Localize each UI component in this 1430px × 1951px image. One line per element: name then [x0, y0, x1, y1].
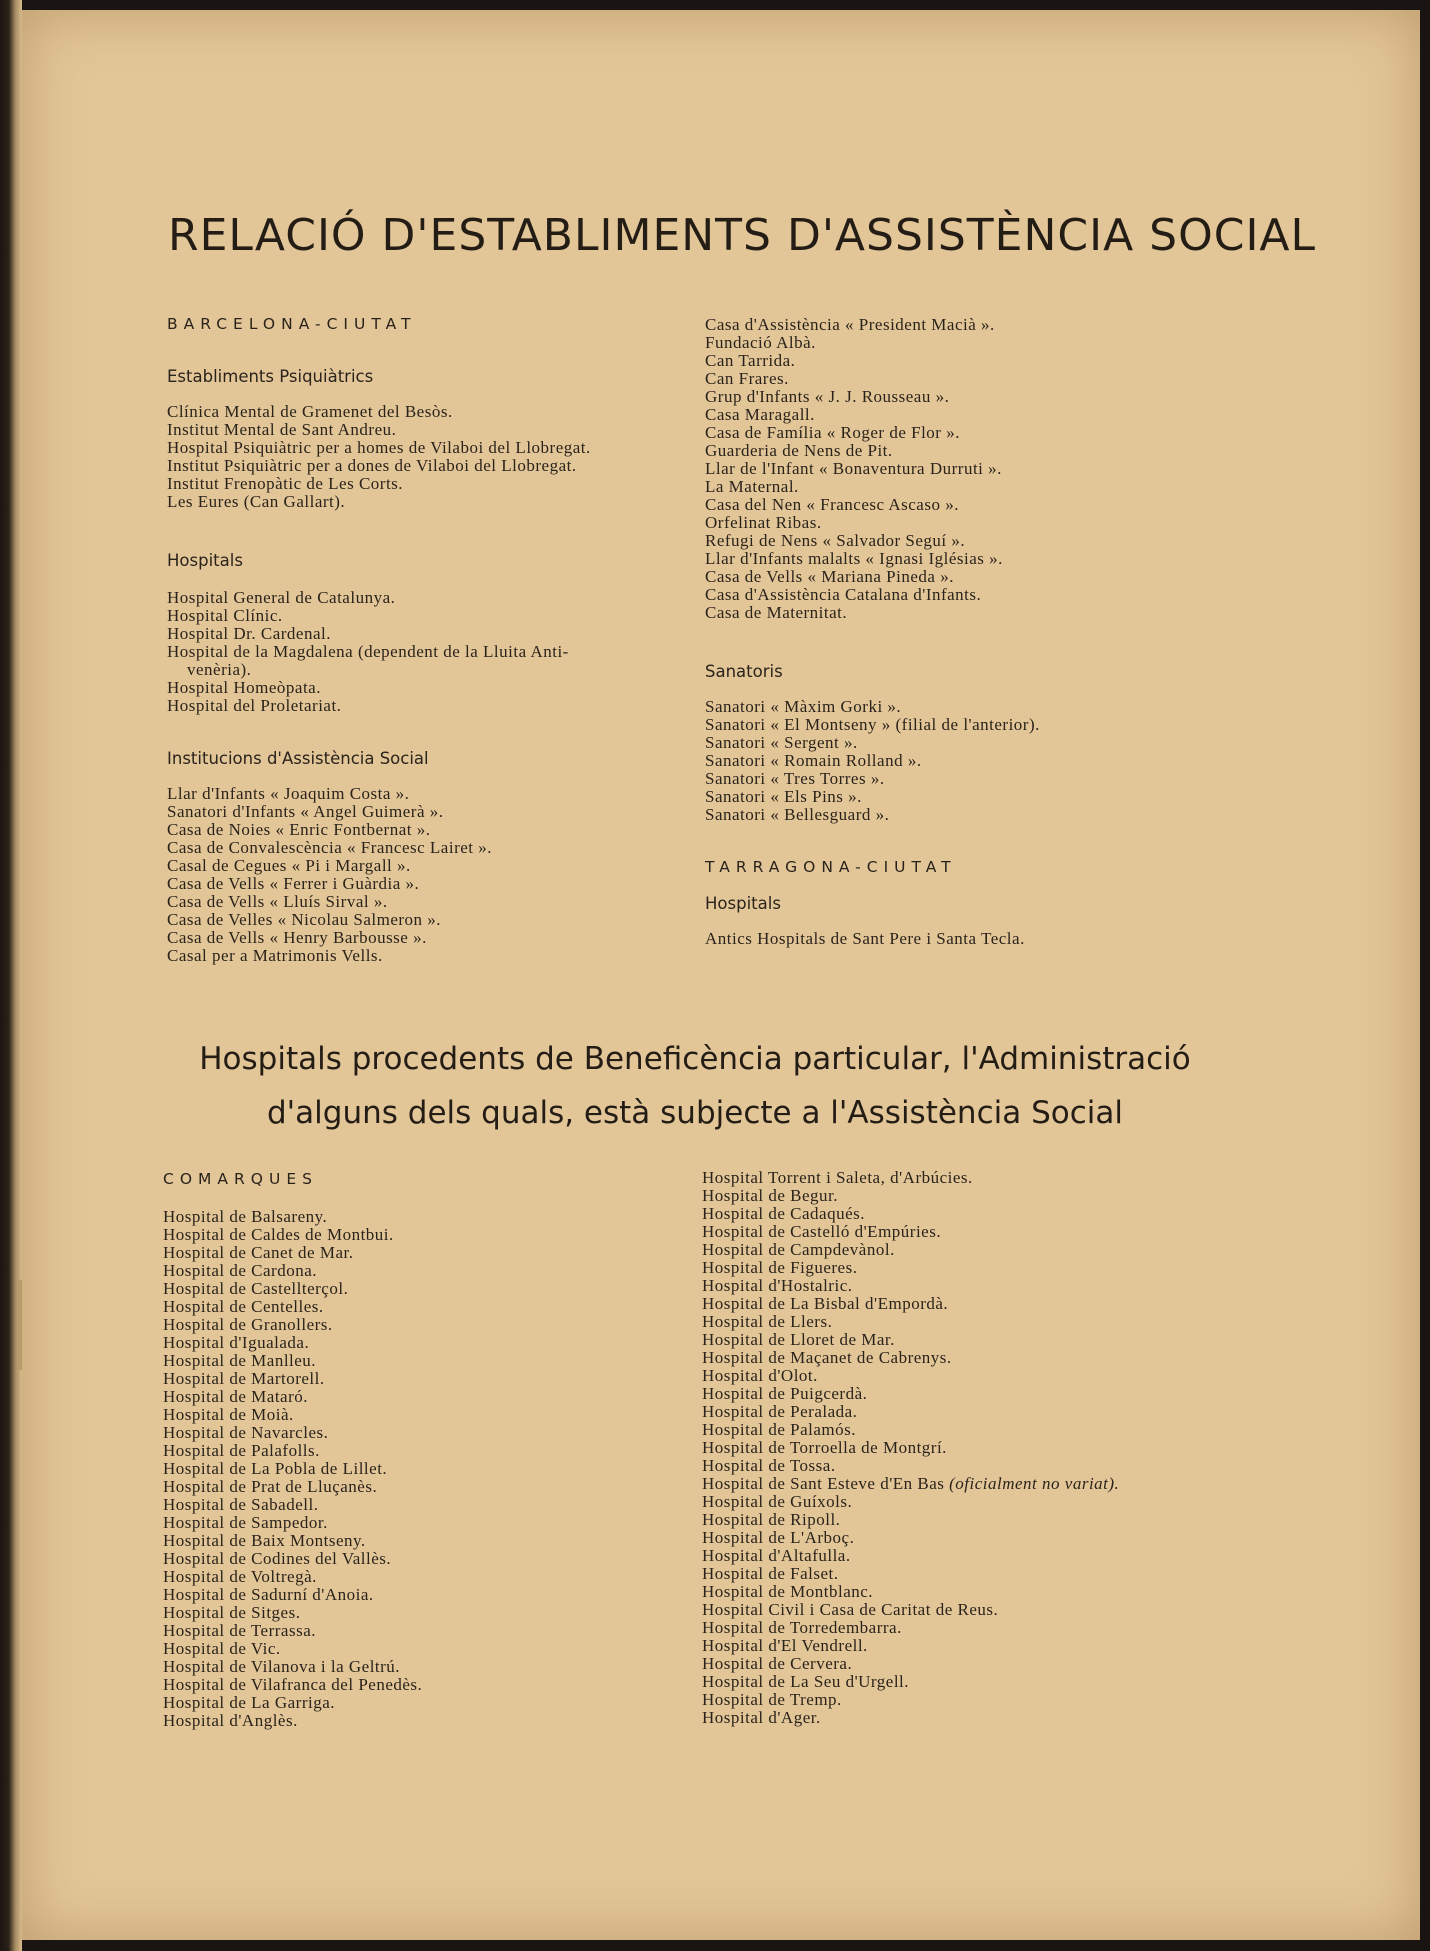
list-item: La Maternal.: [705, 477, 799, 496]
list-item: Hospital de Prat de Lluçanès.: [163, 1477, 378, 1496]
list-item: Refugi de Nens « Salvador Seguí ».: [705, 531, 966, 550]
list-item: Hospital de Centelles.: [163, 1297, 324, 1316]
list-comarques-right-sant-esteve: [702, 1475, 1119, 1493]
list-item: Hospital de Canet de Mar.: [163, 1243, 354, 1262]
list-hospitals: [167, 589, 591, 715]
region-heading-tarragona: TARRAGONA-CIUTAT: [705, 858, 957, 876]
list-item: Casa de Convalescència « Francesc Lairet ».: [167, 838, 493, 857]
list-item: Casa de Vells « Ferrer i Guàrdia ».: [167, 874, 420, 893]
list-item: Hospital del Proletariat.: [167, 696, 342, 715]
list-more-institutions: [705, 316, 1040, 622]
list-item: Hospital de Terrassa.: [163, 1621, 316, 1640]
sant-esteve-note: (oficialment no variat).: [949, 1474, 1120, 1493]
list-item: Casa de Vells « Lluís Sirval ».: [167, 892, 388, 911]
list-comarques-left: [163, 1208, 422, 1730]
list-item: Sanatori « Tres Torres ».: [705, 769, 885, 788]
list-item: Hospital de Vilanova i la Geltrú.: [163, 1657, 401, 1676]
list-item: Hospital de Tremp.: [702, 1690, 842, 1709]
list-item: Hospital de Palafolls.: [163, 1441, 320, 1460]
list-item: Hospital Psiquiàtric per a homes de Vilaboi del Llobregat.: [167, 438, 591, 457]
list-item: Guarderia de Nens de Pit.: [705, 441, 893, 460]
list-item: Hospital Dr. Cardenal.: [167, 624, 331, 643]
list-item: Hospital de Begur.: [702, 1186, 839, 1205]
list-item: Hospital de Llers.: [702, 1312, 833, 1331]
list-item: Hospital de Castellterçol.: [163, 1279, 349, 1298]
list-item: Hospital de Moià.: [163, 1405, 294, 1424]
subheading-psiquiatrics: Establiments Psiquiàtrics: [167, 367, 374, 386]
list-item: Hospital de Vilafranca del Penedès.: [163, 1675, 423, 1694]
list-item: Hospital General de Catalunya.: [167, 588, 396, 607]
list-item: Sanatori « Els Pins ».: [705, 787, 862, 806]
list-item: Sanatori « Romain Rolland ».: [705, 751, 922, 770]
list-item: Institut Psiquiàtric per a dones de Vilaboi del Llobregat.: [167, 456, 577, 475]
list-item: Hospital de Navarcles.: [163, 1423, 329, 1442]
list-item: Casa de Maternitat.: [705, 603, 848, 622]
list-item: Sanatori « Bellesguard ».: [705, 805, 890, 824]
barcelona-left-column: [167, 315, 591, 965]
list-item: Casa Maragall.: [705, 405, 815, 424]
list-item: Hospital d'Hostalric.: [702, 1276, 853, 1295]
list-item: Hospital de Caldes de Montbui.: [163, 1225, 394, 1244]
region-heading-barcelona: BARCELONA-CIUTAT: [167, 315, 417, 333]
list-item: Hospital de Castelló d'Empúries.: [702, 1222, 942, 1241]
list-item: Llar de l'Infant « Bonaventura Durruti ».: [705, 459, 1002, 478]
book-binding: [0, 0, 22, 1951]
list-comarques-right-a: [702, 1169, 1119, 1475]
list-item: Sanatori « Màxim Gorki ».: [705, 697, 902, 716]
list-item: Hospital de Peralada.: [702, 1402, 858, 1421]
list-item: Orfelinat Ribas.: [705, 513, 822, 532]
subheading-hospitals: Hospitals: [167, 551, 243, 570]
list-item: Institut Mental de Sant Andreu.: [167, 420, 397, 439]
list-item: Hospital de Campdevànol.: [702, 1240, 895, 1259]
list-item: Hospital de Voltregà.: [163, 1567, 317, 1586]
list-item: Hospital de Vic.: [163, 1639, 281, 1658]
list-item: Fundació Albà.: [705, 333, 816, 352]
list-item: Llar d'Infants « Joaquim Costa ».: [167, 784, 410, 803]
barcelona-right-column: [705, 316, 1040, 948]
list-item: Grup d'Infants « J. J. Rousseau ».: [705, 387, 950, 406]
subheading-tarragona-hospitals: Hospitals: [705, 894, 781, 913]
list-item: Casa del Nen « Francesc Ascaso ».: [705, 495, 959, 514]
list-psiquiatrics: [167, 403, 591, 511]
list-item: Sanatori d'Infants « Angel Guimerà ».: [167, 802, 444, 821]
list-item: Hospital Clínic.: [167, 606, 283, 625]
list-item: Hospital d'Altafulla.: [702, 1546, 851, 1565]
list-item: Hospital de La Pobla de Lillet.: [163, 1459, 388, 1478]
list-item: Hospital de Guíxols.: [702, 1492, 853, 1511]
list-item: Hospital d'Olot.: [702, 1366, 818, 1385]
list-item: Sanatori « Sergent ».: [705, 733, 858, 752]
subheading-institucions: Institucions d'Assistència Social: [167, 749, 429, 768]
list-item: Hospital de Montblanc.: [702, 1582, 874, 1601]
list-item: Hospital de Manlleu.: [163, 1351, 317, 1370]
list-tarragona: [705, 930, 1040, 948]
list-item: Hospital de Cervera.: [702, 1654, 853, 1673]
region-heading-comarques: COMARQUES: [163, 1170, 318, 1188]
section-title-beneficencia: [160, 1032, 1230, 1140]
list-item: Casa d'Assistència Catalana d'Infants.: [705, 585, 982, 604]
list-item: Hospital de La Bisbal d'Empordà.: [702, 1294, 949, 1313]
list-sanatoris: [705, 698, 1040, 824]
list-item: Hospital de La Seu d'Urgell.: [702, 1672, 910, 1691]
comarques-right-column: [702, 1169, 1119, 1727]
list-item: Casa de Noies « Enric Fontbernat ».: [167, 820, 431, 839]
list-item: Hospital d'El Vendrell.: [702, 1636, 868, 1655]
list-item: Hospital de L'Arboç.: [702, 1528, 855, 1547]
list-item: Casa d'Assistència « President Macià ».: [705, 315, 995, 334]
list-item: Hospital de Sampedor.: [163, 1513, 328, 1532]
list-item: Hospital de Lloret de Mar.: [702, 1330, 895, 1349]
list-item: Hospital de Falset.: [702, 1564, 839, 1583]
page-title: RELACIÓ D'ESTABLIMENTS D'ASSISTÈNCIA SOCIAL: [168, 210, 1317, 261]
list-item: venèria).: [187, 660, 252, 679]
sant-esteve-text: Hospital de Sant Esteve d'En Bas: [702, 1474, 945, 1493]
list-item: Casa de Velles « Nicolau Salmeron ».: [167, 910, 442, 929]
list-item: Hospital d'Anglès.: [163, 1711, 298, 1730]
list-item: Les Eures (Can Gallart).: [167, 492, 346, 511]
list-item: Casa de Família « Roger de Flor ».: [705, 423, 960, 442]
list-item: Hospital de Codines del Vallès.: [163, 1549, 392, 1568]
list-item: Hospital de Martorell.: [163, 1369, 325, 1388]
list-item: Hospital de Torroella de Montgrí.: [702, 1438, 947, 1457]
list-item: Hospital de Figueres.: [702, 1258, 858, 1277]
list-item: Hospital de Cadaqués.: [702, 1204, 865, 1223]
list-item: Hospital de Puigcerdà.: [702, 1384, 868, 1403]
list-item: Casa de Vells « Henry Barbousse ».: [167, 928, 427, 947]
list-item: Hospital de Mataró.: [163, 1387, 308, 1406]
list-item: Hospital d'Ager.: [702, 1708, 821, 1727]
list-item: Hospital de Baix Montseny.: [163, 1531, 366, 1550]
subheading-sanatoris: Sanatoris: [705, 662, 783, 681]
list-item: Hospital de La Garriga.: [163, 1693, 335, 1712]
list-item: Hospital de Sitges.: [163, 1603, 301, 1622]
section-title-line-2: d'alguns dels quals, està subjecte a l'Assistència Social: [266, 1095, 1123, 1131]
list-item: Hospital de Balsareny.: [163, 1207, 328, 1226]
list-item: Hospital de Tossa.: [702, 1456, 836, 1475]
section-title-line-1: Hospitals procedents de Beneficència particular, l'Administració: [199, 1041, 1191, 1077]
list-item: Casal de Cegues « Pi i Margall ».: [167, 856, 411, 875]
list-item: Hospital de Palamós.: [702, 1420, 857, 1439]
list-item: Hospital Torrent i Saleta, d'Arbúcies.: [702, 1168, 973, 1187]
list-item: [702, 1475, 1119, 1493]
list-item: Hospital de Torredembarra.: [702, 1618, 902, 1637]
list-item: Hospital de Sabadell.: [163, 1495, 319, 1514]
comarques-left-column: [163, 1170, 422, 1730]
list-item: Hospital de Sadurní d'Anoia.: [163, 1585, 374, 1604]
list-item: Hospital Civil i Casa de Caritat de Reus.: [702, 1600, 999, 1619]
list-item: Hospital d'Igualada.: [163, 1333, 310, 1352]
list-comarques-right-b: [702, 1493, 1119, 1727]
list-item: Hospital de Maçanet de Cabrenys.: [702, 1348, 952, 1367]
list-item: Hospital de Granollers.: [163, 1315, 333, 1334]
list-item: Can Tarrida.: [705, 351, 796, 370]
list-item: Institut Frenopàtic de Les Corts.: [167, 474, 404, 493]
list-item: Casa de Vells « Mariana Pineda ».: [705, 567, 954, 586]
list-item: Hospital de Ripoll.: [702, 1510, 841, 1529]
list-item: Sanatori « El Montseny » (filial de l'anterior).: [705, 715, 1040, 734]
list-item: Antics Hospitals de Sant Pere i Santa Tecla.: [705, 929, 1025, 948]
list-item: Hospital de la Magdalena (dependent de la Lluita Anti-: [167, 642, 569, 661]
list-item: Can Frares.: [705, 369, 789, 388]
list-item: Llar d'Infants malalts « Ignasi Iglésias ».: [705, 549, 1003, 568]
list-item: Hospital Homeòpata.: [167, 678, 321, 697]
list-item: Clínica Mental de Gramenet del Besòs.: [167, 402, 453, 421]
list-institucions: [167, 785, 591, 965]
list-item: Casal per a Matrimonis Vells.: [167, 946, 383, 965]
list-item: Hospital de Cardona.: [163, 1261, 317, 1280]
